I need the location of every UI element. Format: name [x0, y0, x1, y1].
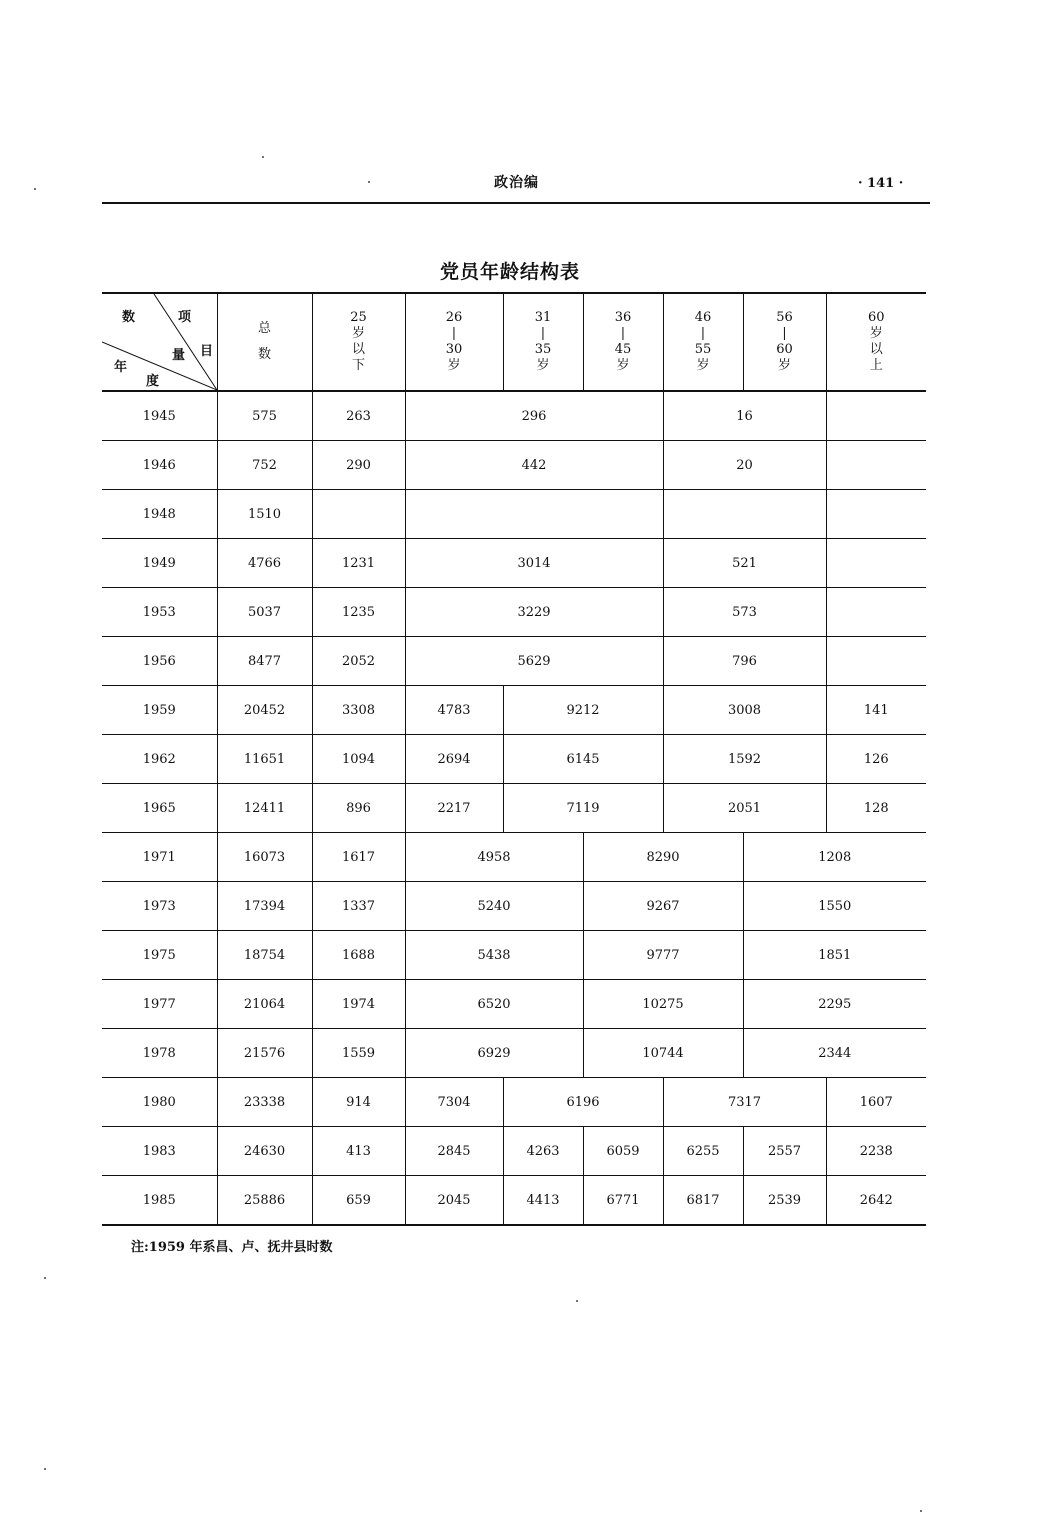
value-cell: 4958	[405, 833, 583, 882]
column-header-7	[826, 293, 926, 391]
year-cell: 1980	[102, 1078, 217, 1127]
table-row	[102, 833, 926, 882]
table-row	[102, 784, 926, 833]
column-header-label	[258, 316, 271, 368]
total-cell: 575	[217, 391, 312, 441]
year-cell: 1971	[102, 833, 217, 882]
column-header-label	[350, 310, 367, 374]
column-header-line: 岁	[536, 358, 550, 373]
value-cell: 1235	[312, 588, 405, 637]
value-cell	[312, 490, 405, 539]
value-cell	[826, 637, 926, 686]
column-header-2	[405, 293, 503, 391]
table-row	[102, 539, 926, 588]
value-cell: 6817	[663, 1176, 743, 1226]
value-cell: 10275	[583, 980, 743, 1029]
value-cell: 1607	[826, 1078, 926, 1127]
column-header-4	[583, 293, 663, 391]
value-cell: 2642	[826, 1176, 926, 1226]
value-cell: 2217	[405, 784, 503, 833]
table-row	[102, 391, 926, 441]
value-cell: 7317	[663, 1078, 826, 1127]
total-cell: 24630	[217, 1127, 312, 1176]
table-row	[102, 490, 926, 539]
total-cell: 21064	[217, 980, 312, 1029]
value-cell: 659	[312, 1176, 405, 1226]
column-header-line: 35	[534, 342, 552, 357]
column-header-line: 岁	[777, 358, 791, 373]
year-cell: 1953	[102, 588, 217, 637]
table-title: 党员年龄结构表	[440, 261, 581, 283]
value-cell: 2344	[743, 1029, 926, 1078]
corner-label-shu: 数	[122, 310, 136, 325]
table-row	[102, 980, 926, 1029]
table-row	[102, 931, 926, 980]
value-cell: 3014	[405, 539, 663, 588]
value-cell: 1559	[312, 1029, 405, 1078]
column-header-3	[503, 293, 583, 391]
column-header-line: 下	[351, 358, 365, 373]
value-cell: 6255	[663, 1127, 743, 1176]
value-cell: 20	[663, 441, 826, 490]
value-cell: 126	[826, 735, 926, 784]
column-header-line: 岁	[351, 326, 365, 341]
value-cell: 4263	[503, 1127, 583, 1176]
value-cell: 914	[312, 1078, 405, 1127]
year-cell: 1948	[102, 490, 217, 539]
year-cell: 1949	[102, 539, 217, 588]
column-header-line: 25	[350, 310, 367, 325]
value-cell: 9267	[583, 882, 743, 931]
value-cell: 442	[405, 441, 663, 490]
scan-speck	[34, 188, 36, 190]
page-number: · 141 ·	[858, 176, 904, 191]
table-row	[102, 1078, 926, 1127]
table-row	[102, 1127, 926, 1176]
corner-header-cell	[102, 293, 217, 391]
column-header-1	[312, 293, 405, 391]
total-cell: 11651	[217, 735, 312, 784]
value-cell: 5438	[405, 931, 583, 980]
year-cell: 1985	[102, 1176, 217, 1226]
column-header-line: 36	[614, 310, 632, 325]
scan-speck	[368, 181, 370, 183]
value-cell	[826, 391, 926, 441]
corner-label-xiang: 项	[178, 310, 192, 325]
column-header-label	[615, 310, 632, 374]
corner-label-du: 度	[146, 374, 160, 389]
column-header-line: 岁	[869, 326, 883, 341]
scan-speck	[44, 1468, 46, 1470]
value-cell	[826, 490, 926, 539]
value-cell	[826, 588, 926, 637]
value-cell: 141	[826, 686, 926, 735]
table-note: 注:1959 年系昌、卢、抚井县时数	[131, 1240, 333, 1255]
value-cell: 8290	[583, 833, 743, 882]
value-cell: 2052	[312, 637, 405, 686]
value-cell: 1592	[663, 735, 826, 784]
column-header-line: |	[620, 326, 626, 341]
running-header-section: 政治编	[494, 175, 539, 191]
value-cell: 6520	[405, 980, 583, 1029]
scan-speck	[262, 156, 264, 158]
value-cell: 6145	[503, 735, 663, 784]
table-row	[102, 637, 926, 686]
value-cell: 2694	[405, 735, 503, 784]
corner-label-mu: 目	[200, 344, 214, 359]
table-row	[102, 1176, 926, 1226]
value-cell: 10744	[583, 1029, 743, 1078]
table-header-row	[102, 293, 926, 391]
column-header-6	[743, 293, 826, 391]
corner-label-nian: 年	[114, 360, 128, 375]
total-cell: 20452	[217, 686, 312, 735]
column-header-line: 以	[869, 342, 883, 357]
total-cell: 752	[217, 441, 312, 490]
year-cell: 1962	[102, 735, 217, 784]
value-cell: 290	[312, 441, 405, 490]
value-cell: 1231	[312, 539, 405, 588]
value-cell: 5240	[405, 882, 583, 931]
column-header-line: 以	[351, 342, 365, 357]
value-cell: 2238	[826, 1127, 926, 1176]
total-cell: 17394	[217, 882, 312, 931]
year-cell: 1975	[102, 931, 217, 980]
value-cell: 9777	[583, 931, 743, 980]
column-header-line: 上	[869, 358, 883, 373]
value-cell: 2051	[663, 784, 826, 833]
table-row	[102, 588, 926, 637]
year-cell: 1983	[102, 1127, 217, 1176]
table-row	[102, 686, 926, 735]
value-cell: 1094	[312, 735, 405, 784]
value-cell: 16	[663, 391, 826, 441]
value-cell: 521	[663, 539, 826, 588]
value-cell: 3229	[405, 588, 663, 637]
value-cell: 128	[826, 784, 926, 833]
table-body	[102, 391, 926, 1225]
column-header-line: |	[540, 326, 546, 341]
column-header-line: 56	[776, 310, 793, 325]
column-header-line: 数	[257, 347, 271, 362]
column-header-line: |	[700, 326, 706, 341]
value-cell: 3008	[663, 686, 826, 735]
value-cell: 7304	[405, 1078, 503, 1127]
total-cell: 16073	[217, 833, 312, 882]
header-rule	[102, 202, 930, 204]
column-header-line: |	[451, 326, 457, 341]
scan-speck	[576, 1300, 578, 1302]
scan-speck	[920, 1510, 922, 1512]
column-header-5	[663, 293, 743, 391]
total-cell: 21576	[217, 1029, 312, 1078]
value-cell: 2295	[743, 980, 926, 1029]
value-cell: 796	[663, 637, 826, 686]
value-cell: 7119	[503, 784, 663, 833]
value-cell	[663, 490, 826, 539]
value-cell	[405, 490, 663, 539]
column-header-line: 46	[694, 310, 712, 325]
column-header-line: 总	[257, 321, 271, 336]
column-header-line: 岁	[616, 358, 630, 373]
column-header-line: |	[782, 326, 787, 341]
column-header-0	[217, 293, 312, 391]
year-cell: 1965	[102, 784, 217, 833]
value-cell: 1851	[743, 931, 926, 980]
total-cell: 23338	[217, 1078, 312, 1127]
value-cell	[826, 539, 926, 588]
value-cell: 6196	[503, 1078, 663, 1127]
table-row	[102, 882, 926, 931]
total-cell: 12411	[217, 784, 312, 833]
value-cell: 2845	[405, 1127, 503, 1176]
value-cell: 2539	[743, 1176, 826, 1226]
total-cell: 18754	[217, 931, 312, 980]
total-cell: 4766	[217, 539, 312, 588]
value-cell	[826, 441, 926, 490]
total-cell: 5037	[217, 588, 312, 637]
value-cell: 573	[663, 588, 826, 637]
corner-label-liang: 量	[172, 348, 186, 363]
value-cell: 1208	[743, 833, 926, 882]
column-header-label	[446, 310, 463, 374]
value-cell: 263	[312, 391, 405, 441]
year-cell: 1978	[102, 1029, 217, 1078]
column-header-label	[868, 310, 885, 374]
year-cell: 1973	[102, 882, 217, 931]
column-header-line: 55	[694, 342, 712, 357]
value-cell: 1688	[312, 931, 405, 980]
value-cell: 1974	[312, 980, 405, 1029]
total-cell: 1510	[217, 490, 312, 539]
table-row	[102, 1029, 926, 1078]
value-cell: 1550	[743, 882, 926, 931]
value-cell: 1337	[312, 882, 405, 931]
column-header-line: 30	[445, 342, 463, 357]
value-cell: 2045	[405, 1176, 503, 1226]
table-row	[102, 735, 926, 784]
value-cell: 6059	[583, 1127, 663, 1176]
column-header-line: 60	[867, 310, 885, 325]
value-cell: 3308	[312, 686, 405, 735]
year-cell: 1956	[102, 637, 217, 686]
column-header-label	[535, 310, 552, 374]
table-row	[102, 441, 926, 490]
value-cell: 296	[405, 391, 663, 441]
year-cell: 1977	[102, 980, 217, 1029]
value-cell: 4413	[503, 1176, 583, 1226]
value-cell: 9212	[503, 686, 663, 735]
value-cell: 1617	[312, 833, 405, 882]
value-cell: 6771	[583, 1176, 663, 1226]
year-cell: 1945	[102, 391, 217, 441]
year-cell: 1946	[102, 441, 217, 490]
column-header-line: 26	[445, 310, 463, 325]
column-header-line: 31	[534, 310, 552, 325]
value-cell: 2557	[743, 1127, 826, 1176]
year-cell: 1959	[102, 686, 217, 735]
total-cell: 8477	[217, 637, 312, 686]
column-header-label	[776, 310, 793, 374]
column-header-line: 45	[614, 342, 632, 357]
column-header-line: 岁	[696, 358, 710, 373]
column-header-label	[695, 310, 712, 374]
scan-speck	[44, 1277, 46, 1279]
value-cell: 5629	[405, 637, 663, 686]
column-header-line: 60	[776, 342, 793, 357]
value-cell: 6929	[405, 1029, 583, 1078]
age-structure-table	[102, 292, 926, 1226]
value-cell: 413	[312, 1127, 405, 1176]
column-header-line: 岁	[447, 358, 461, 373]
value-cell: 4783	[405, 686, 503, 735]
total-cell: 25886	[217, 1176, 312, 1226]
value-cell: 896	[312, 784, 405, 833]
